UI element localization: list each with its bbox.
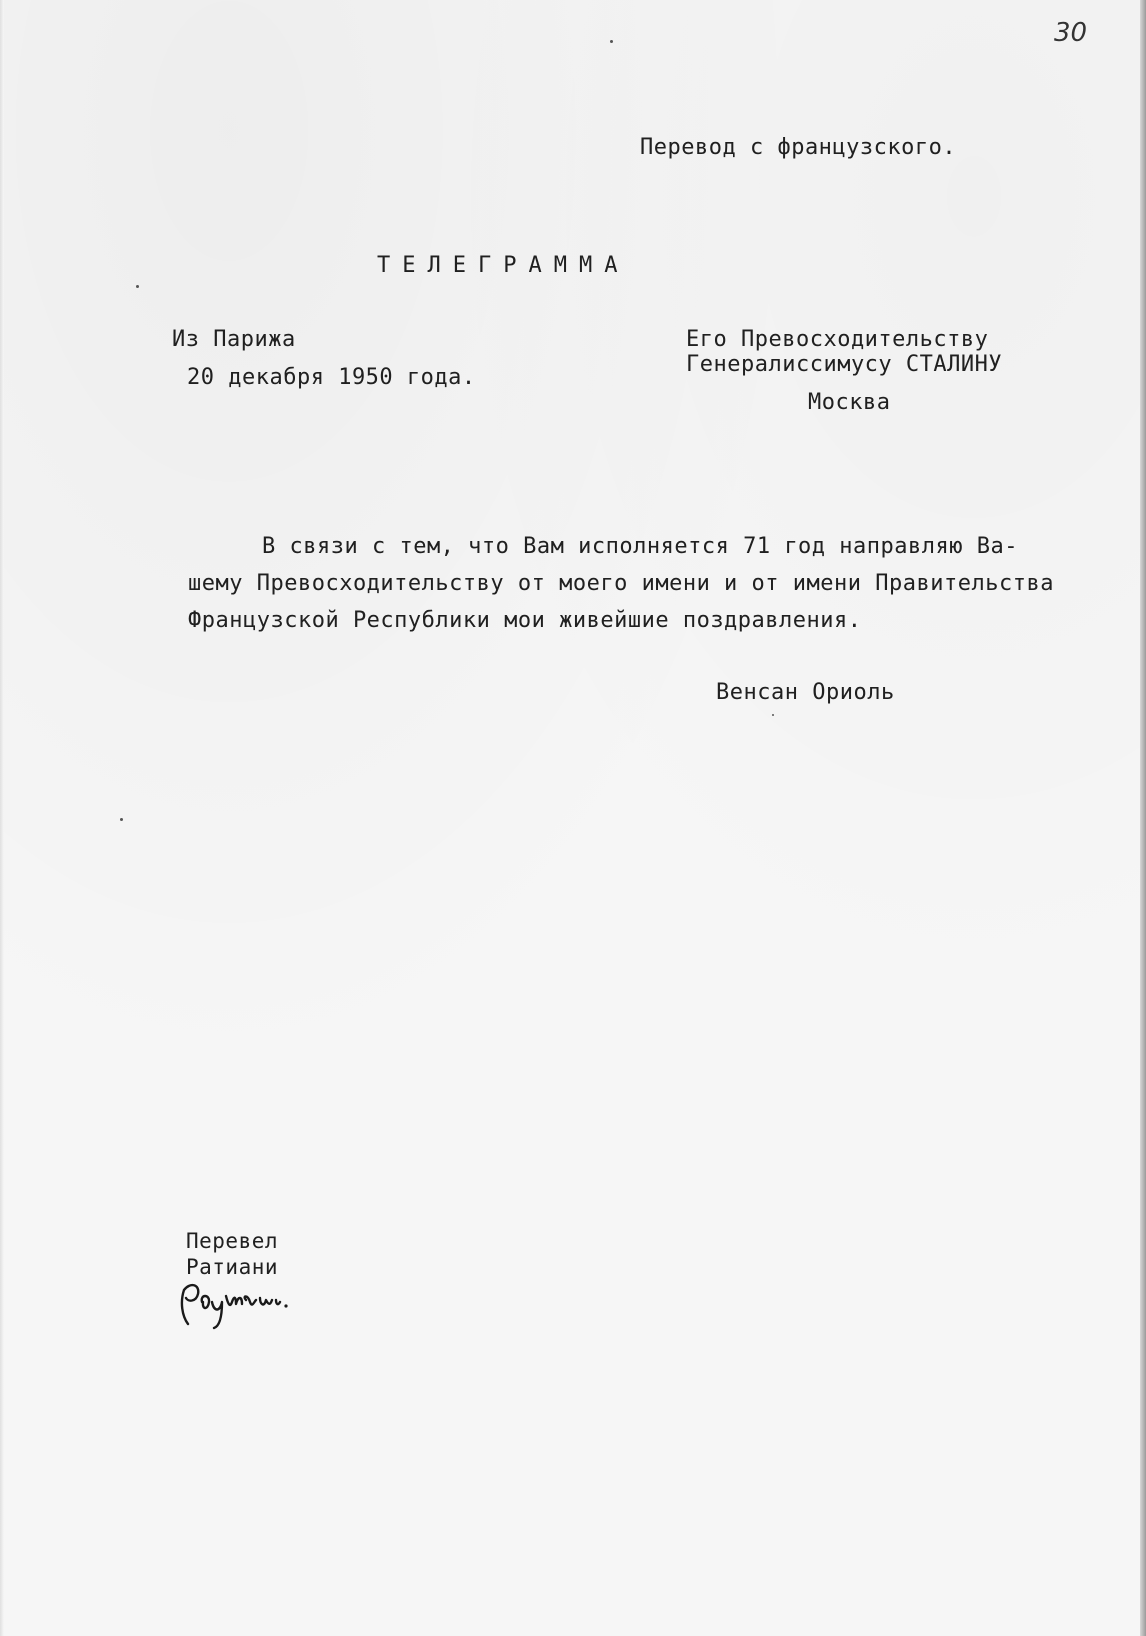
translation-note: Перевод с французского. [640, 135, 957, 160]
page-right-edge [1140, 0, 1146, 1636]
addressee-title: Его Превосходительству [686, 327, 989, 352]
paper-speck [610, 40, 613, 43]
paper-speck [120, 818, 123, 821]
translator-label: Перевел [186, 1229, 279, 1253]
body-line-2: шему Превосходительству от моего имени и от имени Правительства [188, 571, 1054, 596]
body-line-1: В связи с тем, что Вам исполняется 71 год направляю Ва- [262, 534, 1018, 559]
document-title: ТЕЛЕГРАММА [377, 253, 630, 278]
sender-city: Из Парижа [172, 327, 296, 352]
addressee-name: Генералиссимусу СТАЛИНУ [686, 352, 1003, 377]
translator-handwritten-signature [176, 1272, 296, 1332]
translator-name: Ратиани [186, 1255, 279, 1279]
addressee-city: Москва [808, 390, 891, 415]
sender-date: 20 декабря 1950 года. [187, 365, 476, 390]
paper-speck [772, 714, 774, 716]
signature-name: Венсан Ориоль [716, 680, 895, 705]
page-left-edge [0, 0, 4, 1636]
paper-speck [136, 285, 139, 288]
body-line-3: Французской Республики мои живейшие поздравления. [188, 608, 862, 633]
page-number: 30 [1054, 18, 1088, 48]
